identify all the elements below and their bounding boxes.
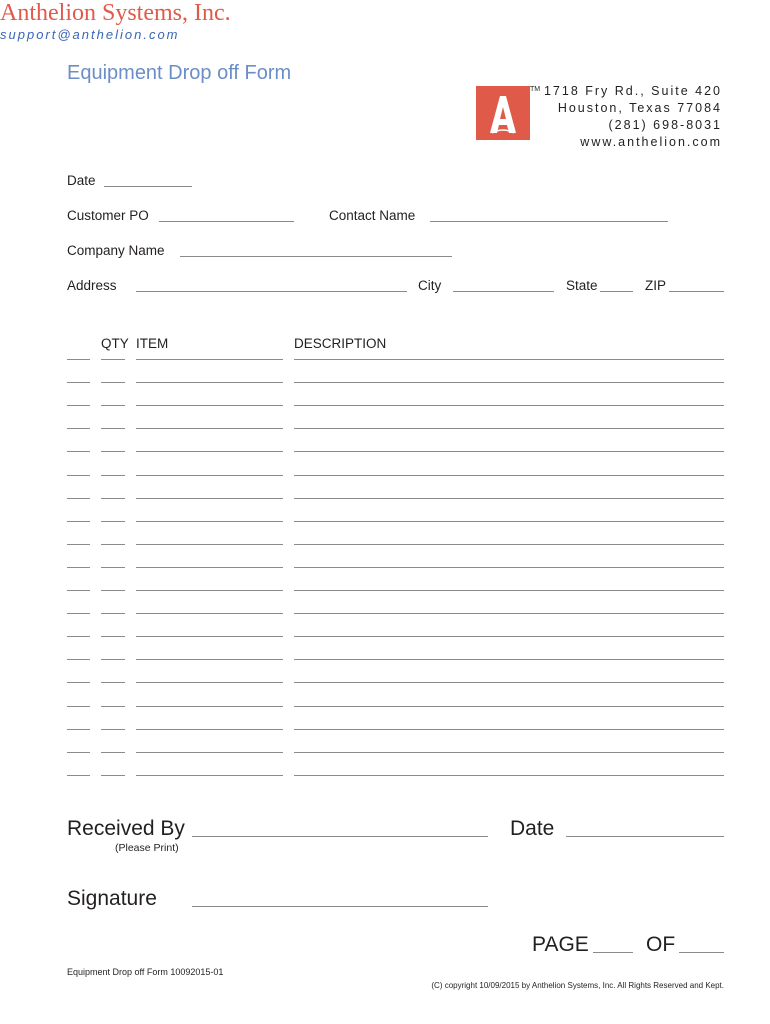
contact-name-field[interactable] (430, 221, 668, 222)
row-check-field[interactable] (67, 405, 90, 406)
trademark-mark: TM (530, 86, 541, 93)
address-field[interactable] (136, 291, 407, 292)
row-qty-field[interactable] (101, 428, 125, 429)
date-field[interactable] (104, 186, 192, 187)
row-item-field[interactable] (136, 451, 283, 452)
row-item-field[interactable] (136, 682, 283, 683)
row-qty-field[interactable] (101, 706, 125, 707)
row-item-field[interactable] (136, 359, 283, 360)
address-line-2: Houston, Texas 77084 (557, 101, 722, 115)
row-description-field[interactable] (294, 590, 724, 591)
row-description-field[interactable] (294, 775, 724, 776)
address-line-1: 1718 Fry Rd., Suite 420 (543, 84, 722, 98)
row-item-field[interactable] (136, 613, 283, 614)
please-print-note: (Please Print) (115, 842, 179, 854)
page-number-field[interactable] (593, 952, 633, 953)
signoff-date-field[interactable] (566, 836, 724, 837)
signature-label: Signature (67, 887, 157, 910)
row-description-field[interactable] (294, 613, 724, 614)
description-column-header: DESCRIPTION (294, 336, 387, 351)
row-check-field[interactable] (67, 682, 90, 683)
row-description-field[interactable] (294, 567, 724, 568)
row-qty-field[interactable] (101, 729, 125, 730)
row-qty-field[interactable] (101, 521, 125, 522)
row-qty-field[interactable] (101, 682, 125, 683)
row-description-field[interactable] (294, 498, 724, 499)
received-by-field[interactable] (192, 836, 488, 837)
row-check-field[interactable] (67, 590, 90, 591)
row-description-field[interactable] (294, 475, 724, 476)
row-check-field[interactable] (67, 752, 90, 753)
row-qty-field[interactable] (101, 451, 125, 452)
row-check-field[interactable] (67, 659, 90, 660)
row-item-field[interactable] (136, 752, 283, 753)
signature-field[interactable] (192, 906, 488, 907)
row-description-field[interactable] (294, 451, 724, 452)
company-name-label: Company Name (67, 243, 165, 258)
zip-label: ZIP (645, 278, 667, 293)
row-item-field[interactable] (136, 544, 283, 545)
form-id: Equipment Drop off Form 10092015-01 (67, 967, 224, 977)
company-logo (476, 86, 530, 140)
row-item-field[interactable] (136, 521, 283, 522)
page-total-field[interactable] (679, 952, 724, 953)
row-description-field[interactable] (294, 706, 724, 707)
customer-po-field[interactable] (159, 221, 294, 222)
qty-column-header: QTY (101, 336, 129, 351)
copyright: (C) copyright 10/09/2015 by Anthelion Systems, Inc. All Rights Reserved and Kept. (431, 981, 724, 990)
page-label: PAGE (532, 933, 589, 956)
row-description-field[interactable] (294, 428, 724, 429)
company-name: Anthelion Systems, Inc. (0, 0, 231, 26)
row-qty-field[interactable] (101, 752, 125, 753)
row-check-field[interactable] (67, 451, 90, 452)
address-label: Address (67, 278, 117, 293)
row-description-field[interactable] (294, 659, 724, 660)
row-item-field[interactable] (136, 729, 283, 730)
zip-field[interactable] (669, 291, 724, 292)
row-item-field[interactable] (136, 567, 283, 568)
row-check-field[interactable] (67, 359, 90, 360)
row-qty-field[interactable] (101, 382, 125, 383)
row-qty-field[interactable] (101, 659, 125, 660)
row-item-field[interactable] (136, 706, 283, 707)
company-name-field[interactable] (180, 256, 452, 257)
row-qty-field[interactable] (101, 475, 125, 476)
row-check-field[interactable] (67, 382, 90, 383)
row-item-field[interactable] (136, 775, 283, 776)
row-item-field[interactable] (136, 475, 283, 476)
row-qty-field[interactable] (101, 613, 125, 614)
row-check-field[interactable] (67, 613, 90, 614)
phone-number: (281) 698-8031 (608, 118, 722, 132)
row-check-field[interactable] (67, 498, 90, 499)
state-field[interactable] (600, 291, 633, 292)
row-qty-field[interactable] (101, 636, 125, 637)
signoff-date-label: Date (510, 817, 555, 840)
row-item-field[interactable] (136, 659, 283, 660)
row-item-field[interactable] (136, 405, 283, 406)
row-description-field[interactable] (294, 729, 724, 730)
support-email: support@anthelion.com (0, 27, 180, 42)
row-description-field[interactable] (294, 382, 724, 383)
row-check-field[interactable] (67, 729, 90, 730)
row-qty-field[interactable] (101, 567, 125, 568)
row-item-field[interactable] (136, 382, 283, 383)
row-qty-field[interactable] (101, 590, 125, 591)
city-field[interactable] (453, 291, 554, 292)
row-check-field[interactable] (67, 428, 90, 429)
row-check-field[interactable] (67, 567, 90, 568)
form-title: Equipment Drop off Form (67, 62, 292, 84)
state-label: State (566, 278, 598, 293)
row-description-field[interactable] (294, 682, 724, 683)
row-check-field[interactable] (67, 636, 90, 637)
row-qty-field[interactable] (101, 498, 125, 499)
row-check-field[interactable] (67, 544, 90, 545)
row-qty-field[interactable] (101, 775, 125, 776)
row-item-field[interactable] (136, 590, 283, 591)
row-qty-field[interactable] (101, 359, 125, 360)
date-label: Date (67, 173, 96, 188)
contact-name-label: Contact Name (329, 208, 416, 223)
row-description-field[interactable] (294, 544, 724, 545)
row-description-field[interactable] (294, 359, 724, 360)
customer-po-label: Customer PO (67, 208, 149, 223)
row-check-field[interactable] (67, 521, 90, 522)
row-qty-field[interactable] (101, 544, 125, 545)
row-check-field[interactable] (67, 475, 90, 476)
website: www.anthelion.com (580, 135, 722, 149)
row-item-field[interactable] (136, 498, 283, 499)
row-check-field[interactable] (67, 775, 90, 776)
row-item-field[interactable] (136, 428, 283, 429)
city-label: City (418, 278, 442, 293)
row-check-field[interactable] (67, 706, 90, 707)
row-qty-field[interactable] (101, 405, 125, 406)
item-column-header: ITEM (136, 336, 169, 351)
row-description-field[interactable] (294, 521, 724, 522)
row-description-field[interactable] (294, 636, 724, 637)
received-by-label: Received By (67, 817, 185, 840)
row-description-field[interactable] (294, 752, 724, 753)
row-item-field[interactable] (136, 636, 283, 637)
row-description-field[interactable] (294, 405, 724, 406)
of-label: OF (646, 933, 676, 956)
